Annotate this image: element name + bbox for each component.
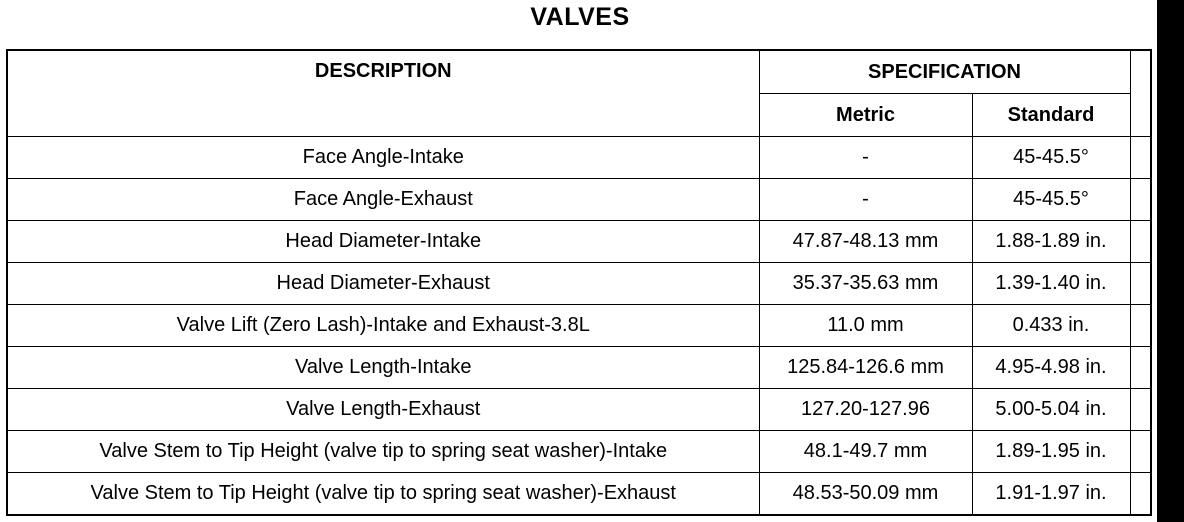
table-row xyxy=(7,179,1151,221)
empty-column-cell xyxy=(1130,263,1151,305)
description-cell: Valve Length-Exhaust xyxy=(7,389,759,431)
table-row xyxy=(7,221,1151,263)
page-title: VALVES xyxy=(530,3,630,31)
description-cell: Face Angle-Intake xyxy=(7,137,759,179)
metric-cell: 127.20-127.96 xyxy=(759,389,972,431)
empty-column-cell xyxy=(1130,50,1151,137)
edge-bar xyxy=(1157,0,1184,522)
metric-cell: 35.37-35.63 mm xyxy=(759,263,972,305)
metric-cell: - xyxy=(759,137,972,179)
table-row xyxy=(7,431,1151,473)
description-cell: Valve Length-Intake xyxy=(7,347,759,389)
empty-column-cell xyxy=(1130,305,1151,347)
metric-cell: 48.1-49.7 mm xyxy=(759,431,972,473)
description-cell: Face Angle-Exhaust xyxy=(7,179,759,221)
standard-cell: 1.91-1.97 in. xyxy=(972,473,1130,516)
empty-column-cell xyxy=(1130,179,1151,221)
metric-cell: 48.53-50.09 mm xyxy=(759,473,972,516)
standard-cell: 1.89-1.95 in. xyxy=(972,431,1130,473)
empty-column-cell xyxy=(1130,473,1151,516)
standard-header: Standard xyxy=(972,94,1130,137)
table-row xyxy=(7,473,1151,516)
standard-cell: 1.39-1.40 in. xyxy=(972,263,1130,305)
header-row xyxy=(7,50,1151,94)
empty-column-cell xyxy=(1130,431,1151,473)
standard-cell: 0.433 in. xyxy=(972,305,1130,347)
metric-cell: - xyxy=(759,179,972,221)
standard-cell: 4.95-4.98 in. xyxy=(972,347,1130,389)
description-cell: Valve Stem to Tip Height (valve tip to spring seat washer)-Intake xyxy=(7,431,759,473)
metric-cell: 125.84-126.6 mm xyxy=(759,347,972,389)
empty-column-cell xyxy=(1130,221,1151,263)
specification-header: SPECIFICATION xyxy=(759,50,1130,94)
metric-header: Metric xyxy=(759,94,972,137)
empty-column-cell xyxy=(1130,137,1151,179)
standard-cell: 45-45.5° xyxy=(972,179,1130,221)
empty-column-cell xyxy=(1130,347,1151,389)
description-header: DESCRIPTION xyxy=(7,50,759,137)
table-row xyxy=(7,389,1151,431)
valves-spec-table xyxy=(6,49,1152,516)
metric-cell: 47.87-48.13 mm xyxy=(759,221,972,263)
empty-column-cell xyxy=(1130,389,1151,431)
standard-cell: 1.88-1.89 in. xyxy=(972,221,1130,263)
description-cell: Valve Stem to Tip Height (valve tip to spring seat washer)-Exhaust xyxy=(7,473,759,516)
table-row xyxy=(7,263,1151,305)
metric-cell: 11.0 mm xyxy=(759,305,972,347)
table-row xyxy=(7,137,1151,179)
description-cell: Head Diameter-Exhaust xyxy=(7,263,759,305)
standard-cell: 45-45.5° xyxy=(972,137,1130,179)
standard-cell: 5.00-5.04 in. xyxy=(972,389,1130,431)
description-cell: Valve Lift (Zero Lash)-Intake and Exhaust-3.8L xyxy=(7,305,759,347)
table-row xyxy=(7,347,1151,389)
description-cell: Head Diameter-Intake xyxy=(7,221,759,263)
table-row xyxy=(7,305,1151,347)
